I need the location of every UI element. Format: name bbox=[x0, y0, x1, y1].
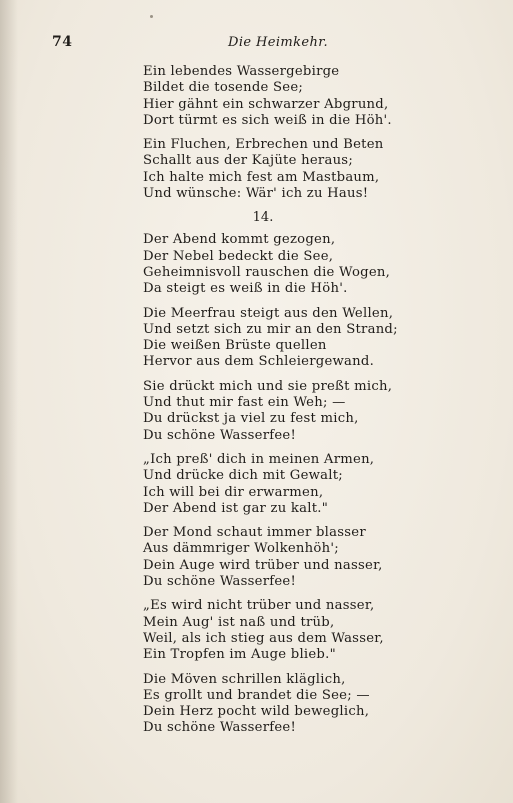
verse-line: Es grollt und brandet die See; — bbox=[143, 687, 370, 703]
verse-line: Ein lebendes Wassergebirge bbox=[143, 64, 340, 79]
verse-line: Und wünsche: Wär' ich zu Haus! bbox=[143, 186, 369, 202]
stanza bbox=[143, 598, 473, 663]
verse-line: Weil, als ich stieg aus dem Wasser, bbox=[143, 630, 384, 646]
verse-line: Die weißen Brüste quellen bbox=[143, 338, 327, 354]
verse-line: Sie drückt mich und sie preßt mich, bbox=[143, 378, 393, 394]
verse-line: Die Möven schrillen kläglich, bbox=[143, 671, 346, 687]
poem-text bbox=[143, 64, 473, 745]
verse-line: Bildet die tosende See; bbox=[143, 80, 304, 96]
stanza bbox=[143, 672, 473, 737]
verse-line: Du schöne Wasserfee! bbox=[143, 427, 297, 443]
stanza bbox=[143, 137, 473, 202]
verse-line: Da steigt es weiß in die Höh'. bbox=[143, 281, 348, 297]
stanza bbox=[143, 306, 473, 371]
verse-line: Dort türmt es sich weiß in die Höh'. bbox=[143, 112, 392, 128]
stanza bbox=[143, 452, 473, 517]
verse-line: Aus dämmriger Wolkenhöh'; bbox=[143, 541, 339, 557]
verse-line: Ein Fluchen, Erbrechen und Beten bbox=[143, 137, 384, 153]
verse-line: Der Mond schaut immer blasser bbox=[143, 525, 366, 541]
verse-line: Die Meerfrau steigt aus den Wellen, bbox=[143, 305, 394, 321]
paper-speck bbox=[150, 15, 153, 18]
verse-line: Hervor aus dem Schleiergewand. bbox=[143, 354, 375, 370]
verse-line: Du schöne Wasserfee! bbox=[143, 720, 297, 736]
verse-line: Und setzt sich zu mir an den Strand; bbox=[143, 321, 398, 337]
verse-line: Der Abend kommt gezogen, bbox=[143, 232, 336, 248]
page-header bbox=[52, 34, 452, 54]
verse-line: Ich will bei dir erwarmen, bbox=[143, 484, 324, 500]
stanza bbox=[143, 64, 473, 129]
stanza bbox=[143, 525, 473, 590]
verse-line: „Es wird nicht trüber und nasser, bbox=[143, 598, 375, 614]
running-title: Die Heimkehr. bbox=[228, 35, 328, 50]
poem-part-2 bbox=[143, 232, 473, 736]
stanza bbox=[143, 232, 473, 297]
verse-line: Ein Tropfen im Auge blieb." bbox=[143, 647, 336, 663]
verse-line: Mein Aug' ist naß und trüb, bbox=[143, 614, 335, 630]
verse-line: „Ich preß' dich in meinen Armen, bbox=[143, 451, 375, 467]
verse-line: Dein Herz pocht wild beweglich, bbox=[143, 704, 370, 720]
verse-line: Du drückst ja viel zu fest mich, bbox=[143, 411, 359, 427]
verse-line: Du schöne Wasserfee! bbox=[143, 574, 297, 590]
verse-line: Geheimnisvoll rauschen die Wogen, bbox=[143, 264, 391, 280]
verse-line: Der Nebel bedeckt die See, bbox=[143, 248, 334, 264]
verse-line: Hier gähnt ein schwarzer Abgrund, bbox=[143, 96, 389, 112]
poem-part-1 bbox=[143, 64, 473, 202]
page-binding-shadow bbox=[0, 0, 18, 803]
verse-line: Schallt aus der Kajüte heraus; bbox=[143, 153, 354, 169]
stanza bbox=[143, 379, 473, 444]
verse-line: Dein Auge wird trüber und nasser, bbox=[143, 557, 383, 573]
page-number: 74 bbox=[52, 34, 73, 50]
verse-line: Ich halte mich fest am Mastbaum, bbox=[143, 169, 380, 185]
verse-line: Und thut mir fast ein Weh; — bbox=[143, 395, 346, 411]
verse-line: Der Abend ist gar zu kalt." bbox=[143, 500, 329, 516]
verse-line: Und drücke dich mit Gewalt; bbox=[143, 468, 343, 484]
section-number: 14. bbox=[252, 210, 274, 226]
